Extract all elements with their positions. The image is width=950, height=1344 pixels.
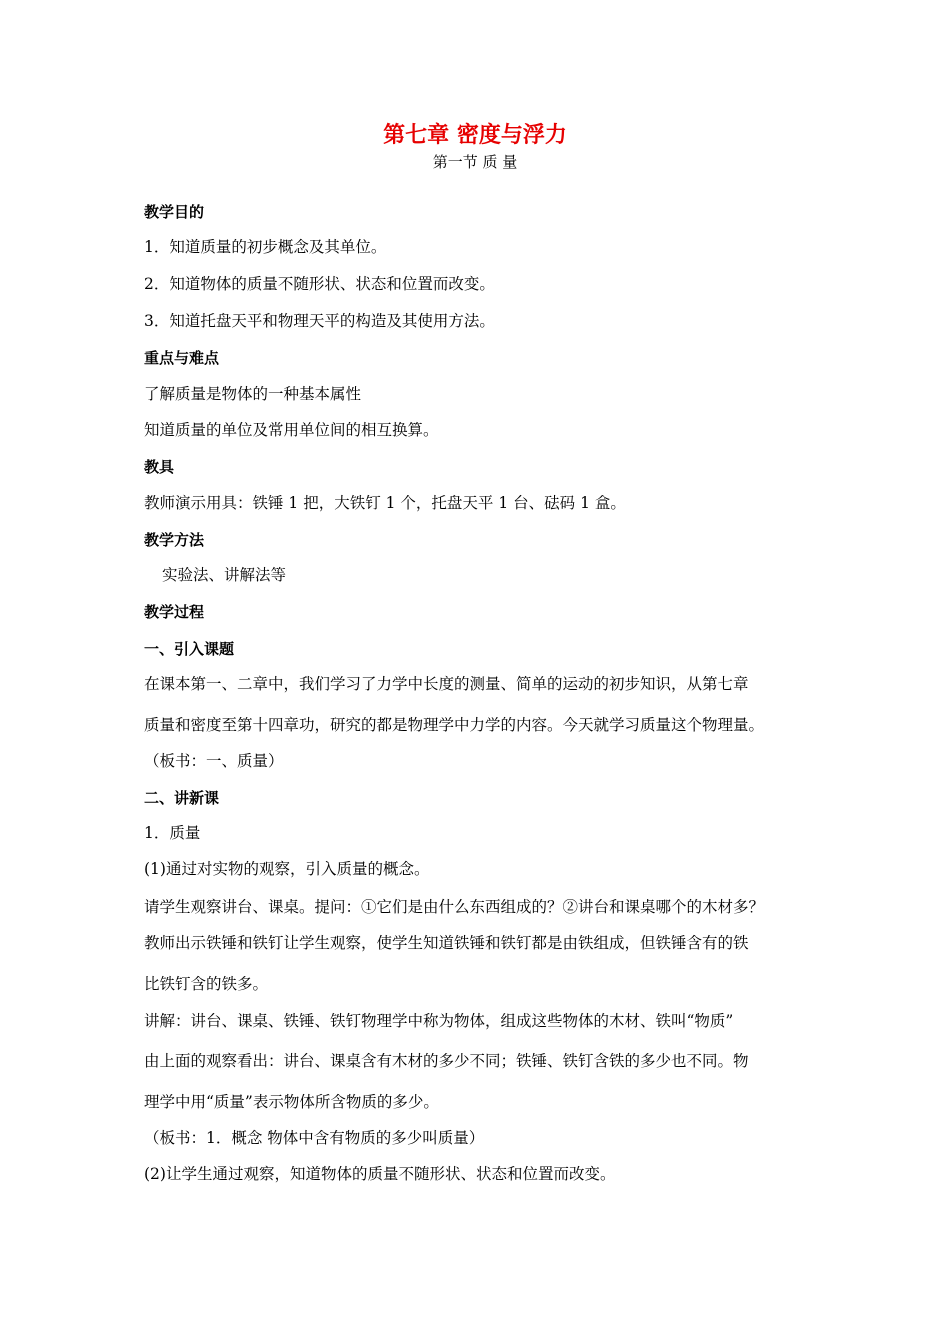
lesson-line: 请学生观察讲台、课桌。提问：①它们是由什么东西组成的？②讲台和课桌哪个的木材多？	[144, 898, 765, 916]
intro-line: （板书：一、质量）	[144, 752, 284, 770]
lesson-line: 教师出示铁锤和铁钉让学生观察，使学生知道铁锤和铁钉都是由铁组成，但铁锤含有的铁	[144, 934, 749, 952]
heading-goals: 教学目的	[144, 203, 205, 221]
goal-line: 3．知道托盘天平和物理天平的构造及其使用方法。	[144, 312, 495, 330]
chapter-title: 第七章 密度与浮力	[383, 123, 567, 148]
lesson-line: 理学中用“质量”表示物体所含物质的多少。	[144, 1093, 439, 1111]
lesson-line: （板书：1．概念 物体中含有物质的多少叫质量）	[144, 1129, 485, 1147]
lesson-line: 1．质量	[144, 824, 201, 842]
section-subtitle: 第一节 质 量	[432, 153, 518, 171]
lesson-line: (2)让学生通过观察，知道物体的质量不随形状、状态和位置而改变。	[144, 1165, 616, 1183]
heading-new-lesson: 二、讲新课	[144, 789, 220, 807]
lesson-line: (1)通过对实物的观察，引入质量的概念。	[144, 860, 430, 878]
heading-method: 教学方法	[144, 531, 205, 549]
key-line: 知道质量的单位及常用单位间的相互换算。	[144, 421, 439, 439]
method-line: 实验法、讲解法等	[162, 566, 287, 584]
lesson-line: 讲解：讲台、课桌、铁锤、铁钉物理学中称为物体，组成这些物体的木材、铁叫“物质”	[144, 1012, 734, 1030]
heading-tools: 教具	[144, 458, 175, 476]
heading-key-points: 重点与难点	[144, 349, 220, 367]
lesson-line: 比铁钉含的铁多。	[144, 975, 269, 993]
intro-line: 在课本第一、二章中，我们学习了力学中长度的测量、简单的运动的初步知识，从第七章	[144, 675, 749, 693]
heading-intro: 一、引入课题	[144, 640, 235, 658]
goal-line: 1．知道质量的初步概念及其单位。	[144, 238, 387, 256]
tools-line: 教师演示用具：铁锤 1 把，大铁钉 1 个，托盘天平 1 台、砝码 1 盒。	[144, 494, 626, 512]
intro-line: 质量和密度至第十四章功，研究的都是物理学中力学的内容。今天就学习质量这个物理量。	[144, 716, 765, 734]
key-line: 了解质量是物体的一种基本属性	[144, 385, 362, 403]
goal-line: 2．知道物体的质量不随形状、状态和位置而改变。	[144, 275, 495, 293]
lesson-line: 由上面的观察看出：讲台、课桌含有木材的多少不同；铁锤、铁钉含铁的多少也不同。物	[144, 1052, 749, 1070]
heading-process: 教学过程	[144, 603, 205, 621]
